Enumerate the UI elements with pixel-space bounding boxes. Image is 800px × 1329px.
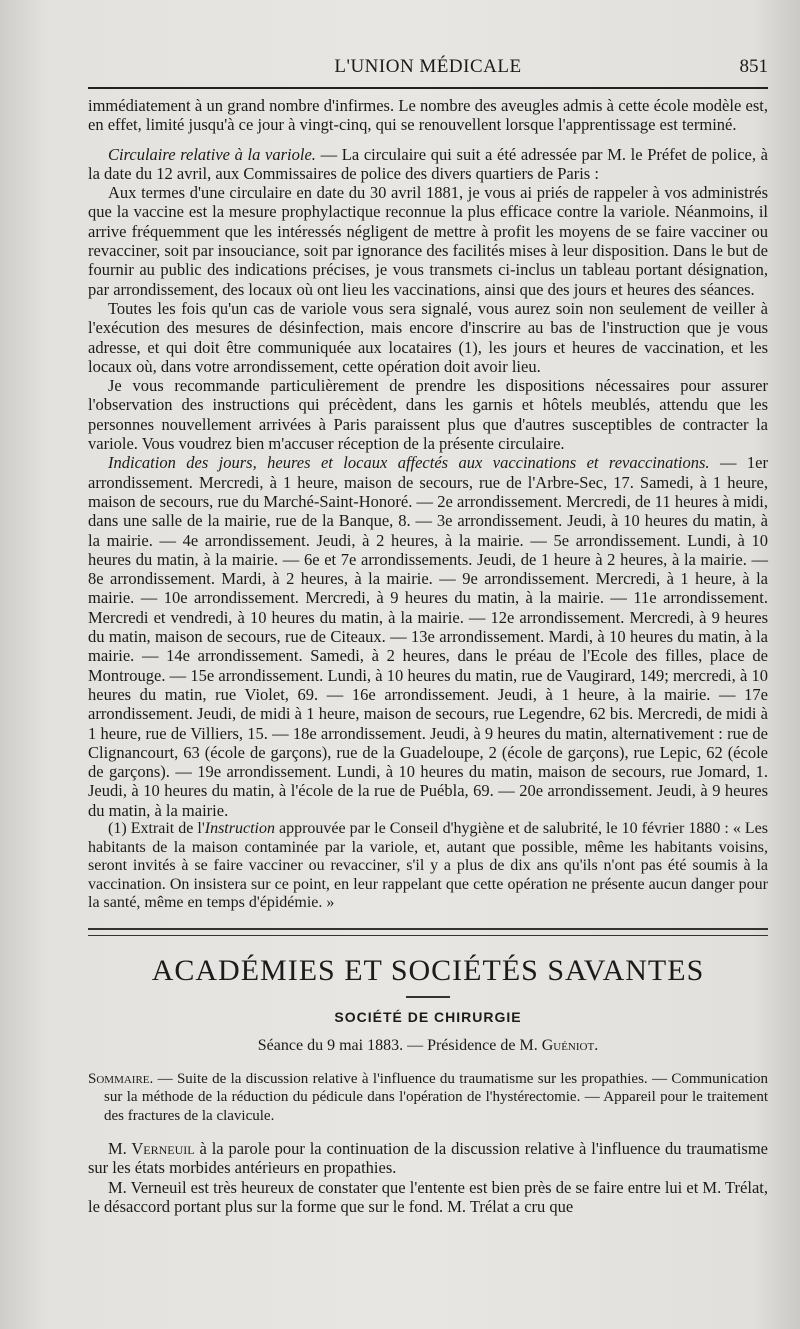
minutes-paragraph-2: M. Verneuil est très heureux de constater que l'entente est bien près de se faire entre lui et M. Trélat, le désaccord portant plus sur la forme que sur le fond. M. Trélat a cru que xyxy=(88,1177,768,1216)
summary-label: Sommaire. xyxy=(88,1070,154,1087)
paragraph-indication xyxy=(88,453,768,820)
page-number: 851 xyxy=(739,56,768,77)
circulaire-intro: — La circulaire qui suit a été adressée par M. le Préfet de police, à la date du 12 avril, aux Commissaires de police des divers quartiers de Paris : xyxy=(88,144,768,183)
minutes-paragraph-1 xyxy=(88,1139,768,1178)
paragraph-recommandation: Je vous recommande particulièrement de prendre les dispositions nécessaires pour assurer l'observation des instructions qui précèdent, dans les garnis et hôtels meublés, attendu que les personnes nouvellement arrivées à Paris paraissent plus que d'autres susceptibles de contracter la variole. Vous voudrez bien m'accuser réception de la présente circulaire. xyxy=(88,376,768,454)
section-divider xyxy=(88,928,768,936)
indication-heading: Indication des jours, heures et locaux affectés aux vaccinations et revaccinations. xyxy=(108,453,710,473)
indication-list: — 1er arrondissement. Mercredi, à 1 heure, maison de secours, rue de l'Arbre-Sec, 17. Samedi, à 1 heure, maison de secours, rue du Marché-Saint-Honoré. — 2e arrondissement. Mercredi, de 11 heures à midi, dans une salle de la mairie, rue de la Banque, 8. — 3e arrondissement. Jeudi, à 10 heures du matin, à la mairie. — 4e arrondissement. Jeudi, à 2 heures, à la mairie. — 5e arrondissement. Lundi, à 10 heures du matin, à la mairie. — 6e et 7e arrondissements. Jeudi, de 1 heure à 2 heures, à la mairie. — 8e arrondissement. Mardi, à 2 heures, à la mairie. — 9e arrondissement. Mercredi, à 1 heure, à la mairie. — 10e arrondissement. Mercredi, à 9 heures du matin, à la mairie. — 11e arrondissement. Mercredi et vendredi, à 10 heures du matin, à la mairie. — 12e arrondissement. Mercredi, à 9 heures du matin, maison de secours, rue de Citeaux. — 13e arrondissement. Mardi, à 10 heures du matin, à la mairie. — 14e arrondissement. Samedi, à 2 heures, dans le préau de l'Ecole des filles, place de Montrouge. — 15e arrondissement. Lundi, à 10 heures du matin, rue de Vaugirard, 149; mercredi, à 10 heures du matin, rue Violet, 69. — 16e arrondissement. Jeudi, à 1 heure, à la mairie. — 17e arrondissement. Jeudi, de midi à 1 heure, maison de secours, rue Legendre, 62 bis. Mercredi, de midi à 1 heure, rue de Villiers, 15. — 18e arrondissement. Jeudi, à 9 heures du matin, alternativement : rue de Clignancourt, 63 (école de garçons), rue de la Guadeloupe, 2 (école de garçons), rue Lepic, 62 (école de garçons). — 19e arrondissement. Lundi, à 10 heures du matin, maison de secours, rue Jomard, 1. Jeudi, à 10 heures du matin, à l'école de la rue de Puébla, 69. — 20e arrondissement. Jeudi, à 9 heures du matin, à la mairie. xyxy=(88,453,768,820)
paragraph-aux-termes: Aux termes d'une circulaire en date du 30 avril 1881, je vous ai priés de rappeler à vos administrés que la vaccine est la mesure prophylactique reconnue la plus efficace contre la variole. Néanmoins, il arrive fréquemment que les intéressés négligent de mettre à profit les moyens de se faire vacciner ou revacciner, soit par insouciance, soit par ignorance des facilités mises à leur disposition. Dans le but de fournir au public des indications précises, je vous transmets ci-inclus un tableau portant désignation, par arrondissement, des locaux où ont lieu les vaccinations, ainsi que des jours et heures des séances. xyxy=(88,183,768,299)
title-underline xyxy=(406,996,450,998)
page-header xyxy=(88,54,768,84)
paragraph-aveugles: immédiatement à un grand nombre d'infirmes. Le nombre des aveugles admis à cette école modèle est, en effet, limité jusqu'à ce jour à vingt-cinq, qui se renouvellent lorsque l'apprentissage est terminé. xyxy=(88,96,768,135)
session-suffix: . xyxy=(594,1037,599,1055)
header-rule xyxy=(88,87,768,89)
speaker-name: M. Verneuil xyxy=(108,1139,195,1159)
paragraph-toutes-les-fois: Toutes les fois qu'un cas de variole vous sera signalé, vous aurez soin non seulement de veiller à l'exécution des mesures de désinfection, mais encore d'inscrire au bas de l'instruction que je vous adresse, et qui doit être communiquée aux locataires (1), les jours et heures de vaccination, et les locaux où, dans votre arrondissement, cette opération doit avoir lieu. xyxy=(88,298,768,376)
paragraph-circulaire xyxy=(88,145,768,184)
minutes xyxy=(88,1139,768,1216)
footnote-italic: Instruction xyxy=(204,819,275,837)
running-title: L'UNION MÉDICALE xyxy=(334,56,522,77)
society-heading: SOCIÉTÉ DE CHIRURGIE xyxy=(334,1008,522,1025)
session-president: Guéniot xyxy=(541,1037,595,1055)
footnote-text: approuvée par le Conseil d'hygiène et de salubrité, le 10 février 1880 : « Les habitants de la maison contaminée par la variole, et, autant que possible, même les habitants voisins, seront invités à se faire vacciner ou revacciner, s'il y a plus de dix ans qu'ils n'ont pas été soumis à la vaccination. On insistera sur ce point, en leur rappelant que cette opération ne présente aucun danger pour la santé, même en temps d'épidémie. » xyxy=(88,819,768,912)
page-body xyxy=(88,96,768,1216)
session-line xyxy=(88,1036,768,1055)
circulaire-heading: Circulaire relative à la variole. xyxy=(108,144,316,164)
session-prefix: Séance du 9 mai 1883. — Présidence de M. xyxy=(257,1037,542,1055)
footnote-prefix: (1) Extrait de l' xyxy=(108,819,205,837)
summary xyxy=(88,1070,768,1126)
section-title: ACADÉMIES ET SOCIÉTÉS SAVANTES xyxy=(151,953,705,987)
summary-text: — Suite de la discussion relative à l'influence du traumatisme sur les propathies. — Communication sur la méthode de la réduction du pédicule dans l'opération de l'hystérectomie. — Appareil pour le traitement des fractures de la clavicule. xyxy=(104,1070,768,1124)
footnote xyxy=(88,820,768,913)
minutes-text-1: à la parole pour la continuation de la discussion relative à l'influence du traumatisme sur les états morbides antérieurs en propathies. xyxy=(88,1139,768,1178)
